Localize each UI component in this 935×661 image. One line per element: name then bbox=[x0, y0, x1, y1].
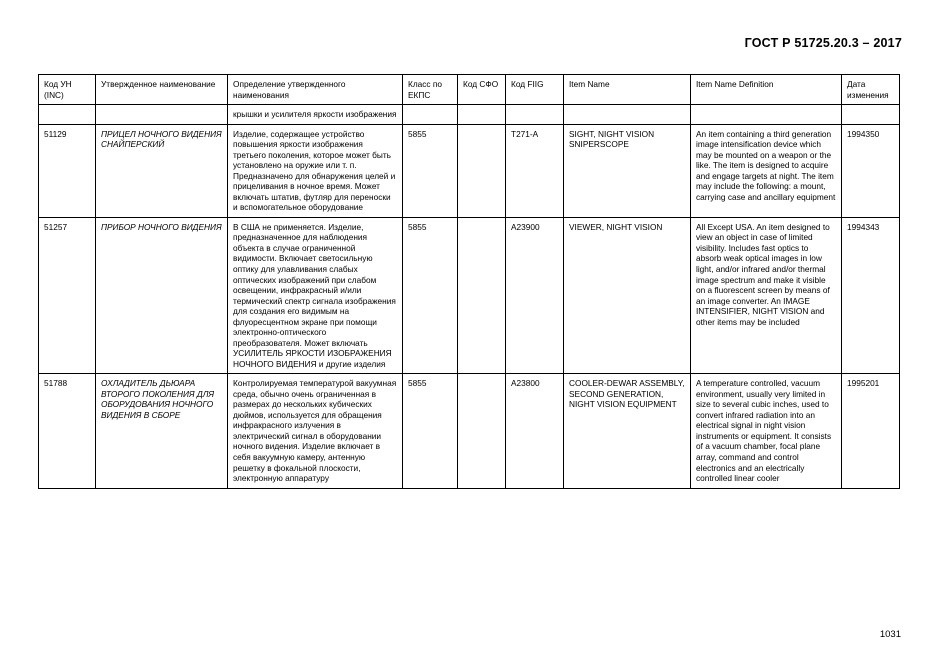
table-row bbox=[39, 124, 900, 217]
column-header-approved-name: Утвержденное наименование bbox=[96, 75, 228, 105]
table-header bbox=[39, 75, 900, 105]
cell-sfo bbox=[458, 217, 506, 373]
cell-item-name bbox=[564, 105, 691, 125]
table-row bbox=[39, 217, 900, 373]
cell-inc: 51257 bbox=[39, 217, 96, 373]
column-header-fiig: Код FIIG bbox=[506, 75, 564, 105]
cell-fiig: T271-A bbox=[506, 124, 564, 217]
cell-definition: Изделие, содержащее устройство повышения яркости изображения третьего поколения, которое может быть установлено на оружие или т. п. Предназначено для обнаружения целей и прицеливания в ночное время. Может включать штатив, футляр для переноски и вспомогательное оборудование bbox=[228, 124, 403, 217]
cell-sfo bbox=[458, 374, 506, 488]
cell-fiig: A23800 bbox=[506, 374, 564, 488]
cell-item-name-definition: All Except USA. An item designed to view an object in case of limited visibility. Includes fast optics to absorb weak optical images in low light, and/or infrared and/or thermal image spectrum and make it visible on a fluorescent screen by means of an image converter. An IMAGE INTENSIFIER, NIGHT VISION and other items may be included bbox=[691, 217, 842, 373]
cell-sfo bbox=[458, 124, 506, 217]
column-header-date: Дата изменения bbox=[842, 75, 900, 105]
cell-item-name: SIGHT, NIGHT VISION SNIPERSCOPE bbox=[564, 124, 691, 217]
cell-approved-name: ПРИЦЕЛ НОЧНОГО ВИДЕНИЯ СНАЙПЕРСКИЙ bbox=[96, 124, 228, 217]
cell-date: 1994350 bbox=[842, 124, 900, 217]
cell-inc bbox=[39, 105, 96, 125]
column-header-definition: Определение утвержденного наименования bbox=[228, 75, 403, 105]
cell-ekps: 5855 bbox=[403, 217, 458, 373]
table-body bbox=[39, 105, 900, 489]
cell-date: 1994343 bbox=[842, 217, 900, 373]
cell-fiig: A23900 bbox=[506, 217, 564, 373]
page-number: 1031 bbox=[879, 629, 901, 640]
cell-date bbox=[842, 105, 900, 125]
cell-fiig bbox=[506, 105, 564, 125]
inc-table bbox=[38, 74, 900, 489]
cell-ekps bbox=[403, 105, 458, 125]
table-row bbox=[39, 374, 900, 488]
cell-approved-name: ОХЛАДИТЕЛЬ ДЬЮАРА ВТОРОГО ПОКОЛЕНИЯ ДЛЯ ОБОРУДОВАНИЯ НОЧНОГО ВИДЕНИЯ В СБОРЕ bbox=[96, 374, 228, 488]
cell-item-name: COOLER-DEWAR ASSEMBLY, SECOND GENERATION, NIGHT VISION EQUIPMENT bbox=[564, 374, 691, 488]
cell-inc: 51788 bbox=[39, 374, 96, 488]
column-header-sfo: Код СФО bbox=[458, 75, 506, 105]
cell-sfo bbox=[458, 105, 506, 125]
inc-table-wrapper bbox=[38, 74, 899, 489]
column-header-item-name-definition: Item Name Definition bbox=[691, 75, 842, 105]
cell-approved-name bbox=[96, 105, 228, 125]
column-header-inc: Код УН (INC) bbox=[39, 75, 96, 105]
cell-date: 1995201 bbox=[842, 374, 900, 488]
cell-item-name: VIEWER, NIGHT VISION bbox=[564, 217, 691, 373]
cell-item-name-definition: A temperature controlled, vacuum environment, usually very limited in size to several cubic inches, used to convert infrared radiation into an electrical signal in night vision instruments or equipment. It consists of a vacuum chamber, focal plane array, command and control electronics and an electrically controlled linear cooler bbox=[691, 374, 842, 488]
cell-definition: крышки и усилителя яркости изображения bbox=[228, 105, 403, 125]
cell-item-name-definition bbox=[691, 105, 842, 125]
page-header-standard: ГОСТ Р 51725.20.3 – 2017 bbox=[744, 36, 902, 50]
table-row bbox=[39, 105, 900, 125]
cell-ekps: 5855 bbox=[403, 124, 458, 217]
column-header-item-name: Item Name bbox=[564, 75, 691, 105]
cell-inc: 51129 bbox=[39, 124, 96, 217]
cell-definition: Контролируемая температурой вакуумная среда, обычно очень ограниченная в размерах до нескольких кубических дюймов, используется для обращения инфракрасного излучения в электрический сигнал в оборудовании ночного видения. Изделие включает в себя вакуумную камеру, антенную решетку в фокальной плоскости, электронную аппаратуру bbox=[228, 374, 403, 488]
cell-definition: В США не применяется. Изделие, предназначенное для наблюдения объекта в случае ограниченной видимости. Включает светосильную оптику для улавливания слабых оптических изображений при слабом освещении, инфракрасный и/или термический спектр сигнала изображения для создания его видимым на флуоресцентном экране при помощи электронно-оптического преобразователя. Может включать УСИЛИТЕЛЬ ЯРКОСТИ ИЗОБРАЖЕНИЯ НОЧНОГО ВИДЕНИЯ и другие изделия bbox=[228, 217, 403, 373]
cell-item-name-definition: An item containing a third generation image intensification device which may be mounted on a weapon or the like. The item is designed to acquire and engage targets at night. The item may include the following: a mount, carrying case and ancillary equipment bbox=[691, 124, 842, 217]
cell-ekps: 5855 bbox=[403, 374, 458, 488]
table-header-row bbox=[39, 75, 900, 105]
cell-approved-name: ПРИБОР НОЧНОГО ВИДЕНИЯ bbox=[96, 217, 228, 373]
column-header-ekps: Класс по ЕКПС bbox=[403, 75, 458, 105]
